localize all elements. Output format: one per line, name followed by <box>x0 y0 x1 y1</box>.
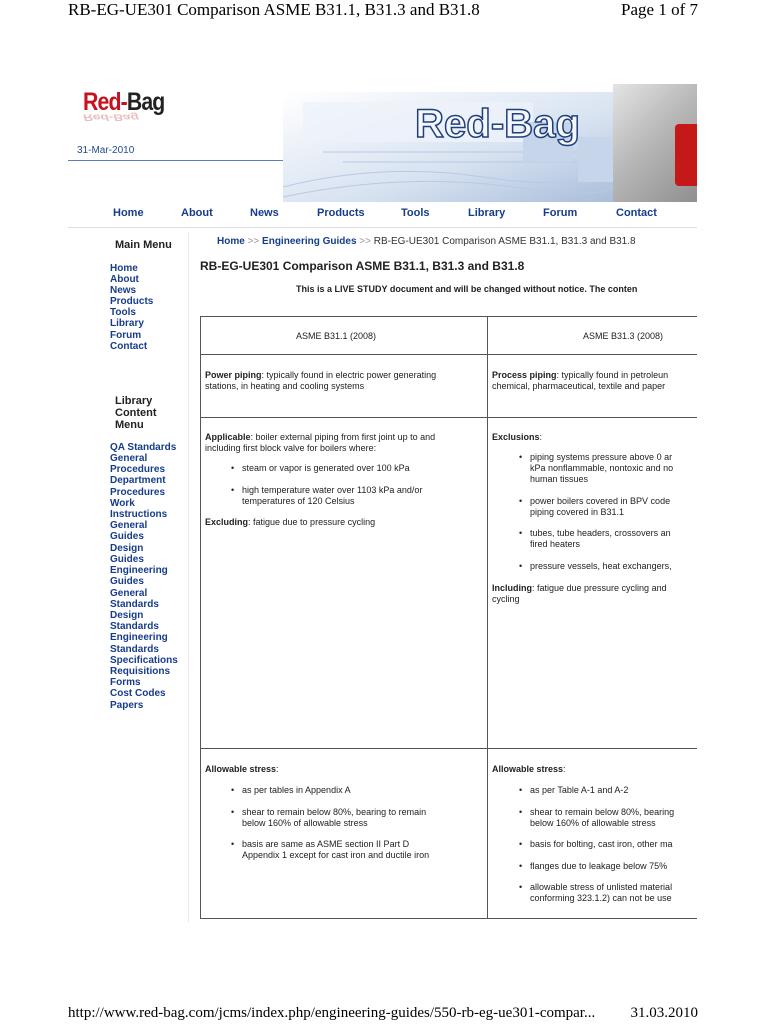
library-item-department-procedures[interactable]: Procedures <box>110 487 166 498</box>
breadcrumb-engineering-guides[interactable]: Engineering Guides <box>262 236 357 247</box>
library-item-design-standards[interactable]: Standards <box>110 621 159 632</box>
breadcrumb-separator: >> <box>356 236 374 247</box>
logo-red-text: Red <box>83 88 121 116</box>
b311-scope-cell <box>205 370 483 392</box>
b313-allowable-text: : <box>563 764 566 774</box>
list-item-text: fired heaters <box>530 539 581 549</box>
library-item-qa-standards[interactable]: QA Standards <box>110 442 177 453</box>
list-item-text: as per tables in Appendix A <box>242 785 351 795</box>
table-border-bottom <box>200 918 697 919</box>
b313-exclusions-text: : <box>539 432 543 442</box>
list-item <box>530 807 674 829</box>
library-item-general-standards[interactable]: Standards <box>110 599 159 610</box>
library-item-forms[interactable]: Forms <box>110 677 141 688</box>
banner-art-text: Red-Bag <box>415 102 580 146</box>
nav-news[interactable]: News <box>250 207 279 219</box>
list-item <box>530 882 672 904</box>
list-item <box>242 463 410 474</box>
b313-including-text: : fatigue due pressure cycling and <box>532 583 667 593</box>
list-item-text: below 160% of allowable stress <box>530 818 656 828</box>
b311-applicable-label: Applicable <box>205 432 251 442</box>
main-menu-title: Main Menu <box>115 239 172 251</box>
list-item-text: conforming 323.1.2) can not be use <box>530 893 672 903</box>
library-item-general-guides[interactable]: General <box>110 520 148 531</box>
library-item-department-procedures[interactable]: Department <box>110 475 166 486</box>
b311-allowable-label: Allowable stress <box>205 764 277 774</box>
nav-contact[interactable]: Contact <box>616 207 657 219</box>
b313-including-cell <box>492 583 667 605</box>
article-title: RB-EG-UE301 Comparison ASME B31.1, B31.3 and B31.8 <box>200 259 525 273</box>
list-item-text: allowable stress of unlisted material <box>530 882 673 892</box>
b313-including-label: Including <box>492 583 532 593</box>
b311-applicable-text-2: including first block valve for boilers where: <box>205 443 377 453</box>
sidebar-item-products[interactable]: Products <box>110 296 154 307</box>
print-footer-url: http://www.red-bag.com/jcms/index.php/engineering-guides/550-rb-eg-ue301-compar... <box>68 1005 596 1021</box>
list-item-text: basis are same as ASME section II Part D <box>242 839 410 849</box>
b313-including-text-2: cycling <box>492 594 520 604</box>
breadcrumb-current: RB-EG-UE301 Comparison ASME B31.1, B31.3 and B31.8 <box>373 236 636 247</box>
b311-excluding-cell <box>205 517 375 528</box>
b313-allowable-label: Allowable stress <box>492 764 564 774</box>
library-item-specifications[interactable]: Specifications <box>110 655 178 666</box>
sidebar-item-library[interactable]: Library <box>110 318 144 329</box>
library-item-general-procedures[interactable]: Procedures <box>110 464 166 475</box>
table-row-divider <box>200 417 697 418</box>
logo-dash: - <box>120 88 127 116</box>
sidebar-item-contact[interactable]: Contact <box>110 341 148 352</box>
library-item-engineering-guides[interactable]: Guides <box>110 576 144 587</box>
library-item-work-instructions[interactable]: Work <box>110 498 135 509</box>
list-item <box>242 485 422 507</box>
b311-scope-label: Power piping <box>205 370 262 380</box>
list-item-text: tubes, tube headers, crossovers an <box>530 528 671 538</box>
live-study-notice: This is a LIVE STUDY document and will be changed without notice. The conten <box>296 284 638 294</box>
list-item-text: piping covered in B31.1 <box>530 507 625 517</box>
library-menu-title: Library Content Menu <box>115 395 157 431</box>
list-item <box>530 528 671 550</box>
nav-tools[interactable]: Tools <box>401 207 430 219</box>
nav-library[interactable]: Library <box>468 207 506 219</box>
library-item-engineering-standards[interactable]: Engineering <box>110 632 168 643</box>
library-item-general-guides[interactable]: Guides <box>110 531 144 542</box>
b313-exclusions-label: Exclusions <box>492 432 540 442</box>
page-number: Page 1 of 7 <box>621 0 698 19</box>
breadcrumb <box>217 236 636 247</box>
b313-scope-text-2: chemical, pharmaceutical, textile and paper <box>492 381 666 391</box>
banner-date: 31-Mar-2010 <box>77 145 135 156</box>
b313-allowable-cell <box>492 764 566 775</box>
b311-scope-text: : typically found in electric power generating <box>261 370 437 380</box>
library-item-design-guides[interactable]: Design <box>110 543 144 554</box>
list-item-text: human tissues <box>530 474 589 484</box>
sidebar-item-about[interactable]: About <box>110 274 139 285</box>
b313-exclusions-cell <box>492 432 542 443</box>
list-item-text: temperatures of 120 Celsius <box>242 496 355 506</box>
breadcrumb-home[interactable]: Home <box>217 236 245 247</box>
column-header-b313: ASME B31.3 (2008) <box>583 331 664 341</box>
library-item-engineering-guides[interactable]: Engineering <box>110 565 168 576</box>
list-item <box>530 785 628 796</box>
b311-applicable-text: : boiler external piping from first joint up to and <box>250 432 436 442</box>
list-item-text: shear to remain below 80%, bearing <box>530 807 675 817</box>
list-item <box>530 561 672 572</box>
banner-artwork <box>283 92 613 202</box>
logo-reflection: Red-Bag <box>83 112 139 123</box>
list-item <box>530 452 673 485</box>
list-item-text: steam or vapor is generated over 100 kPa <box>242 463 410 473</box>
list-item <box>242 785 351 796</box>
nav-about[interactable]: About <box>181 207 213 219</box>
library-item-engineering-standards[interactable]: Standards <box>110 644 159 655</box>
list-item <box>242 807 426 829</box>
print-footer-date: 31.03.2010 <box>630 1005 698 1021</box>
library-item-requisitions[interactable]: Requisitions <box>110 666 171 677</box>
library-item-cost-codes[interactable]: Cost Codes <box>110 688 166 699</box>
list-item-text: high temperature water over 1103 kPa and/or <box>242 485 423 495</box>
b311-scope-text-2: stations, in heating and cooling systems <box>205 381 365 391</box>
list-item-text: below 160% of allowable stress <box>242 818 368 828</box>
nav-home[interactable]: Home <box>113 207 144 219</box>
table-row-divider <box>200 354 697 355</box>
library-item-general-standards[interactable]: General <box>110 588 148 599</box>
list-item <box>242 839 429 861</box>
nav-divider <box>68 227 697 228</box>
list-item-text: as per Table A-1 and A-2 <box>530 785 629 795</box>
site-banner <box>68 70 697 204</box>
list-item-text: shear to remain below 80%, bearing to remain <box>242 807 427 817</box>
comparison-table <box>200 316 697 919</box>
nav-products[interactable]: Products <box>317 207 365 219</box>
list-item-text: flanges due to leakage below 75% <box>530 861 668 871</box>
column-header-b311: ASME B31.1 (2008) <box>296 331 377 341</box>
list-item-text: piping systems pressure above 0 ar <box>530 452 673 462</box>
table-border-left <box>200 316 201 919</box>
table-row-divider <box>200 748 697 749</box>
sidebar-item-home[interactable]: Home <box>110 263 138 274</box>
list-item-text: basis for bolting, cast iron, other ma <box>530 839 673 849</box>
library-item-general-procedures[interactable]: General <box>110 453 148 464</box>
b311-excluding-text: : fatigue due to pressure cycling <box>248 517 376 527</box>
logo-black-text: Bag <box>126 88 165 116</box>
list-item-text: pressure vessels, heat exchangers, <box>530 561 672 571</box>
table-column-divider <box>487 316 488 919</box>
library-item-design-guides[interactable]: Guides <box>110 554 144 565</box>
b313-scope-text: : typically found in petroleun <box>556 370 669 380</box>
breadcrumb-separator: >> <box>244 236 263 247</box>
b313-scope-cell <box>492 370 697 392</box>
sidebar-divider <box>188 232 189 922</box>
library-item-work-instructions[interactable]: Instructions <box>110 509 168 520</box>
b311-allowable-text: : <box>276 764 279 774</box>
sidebar-item-news[interactable]: News <box>110 285 137 296</box>
list-item-text: kPa nonflammable, nontoxic and no <box>530 463 674 473</box>
table-border-top <box>200 316 697 317</box>
list-item-text: power boilers covered in BPV code <box>530 496 671 506</box>
sidebar-item-tools[interactable]: Tools <box>110 307 136 318</box>
banner-photo <box>613 84 697 202</box>
nav-forum[interactable]: Forum <box>543 207 578 219</box>
library-item-design-standards[interactable]: Design <box>110 610 144 621</box>
print-header-title: RB-EG-UE301 Comparison ASME B31.1, B31.3 and B31.8 <box>68 0 480 19</box>
sidebar-item-forum[interactable]: Forum <box>110 330 142 341</box>
b311-excluding-label: Excluding <box>205 517 249 527</box>
top-navigation <box>68 205 697 225</box>
list-item-text: Appendix 1 except for cast iron and ductile iron <box>242 850 430 860</box>
b311-applicable-cell <box>205 432 483 454</box>
list-item <box>530 496 670 518</box>
list-item <box>530 861 667 872</box>
b311-allowable-cell <box>205 764 279 775</box>
b313-scope-label: Process piping <box>492 370 557 380</box>
list-item <box>530 839 673 850</box>
library-item-papers[interactable]: Papers <box>110 700 144 711</box>
